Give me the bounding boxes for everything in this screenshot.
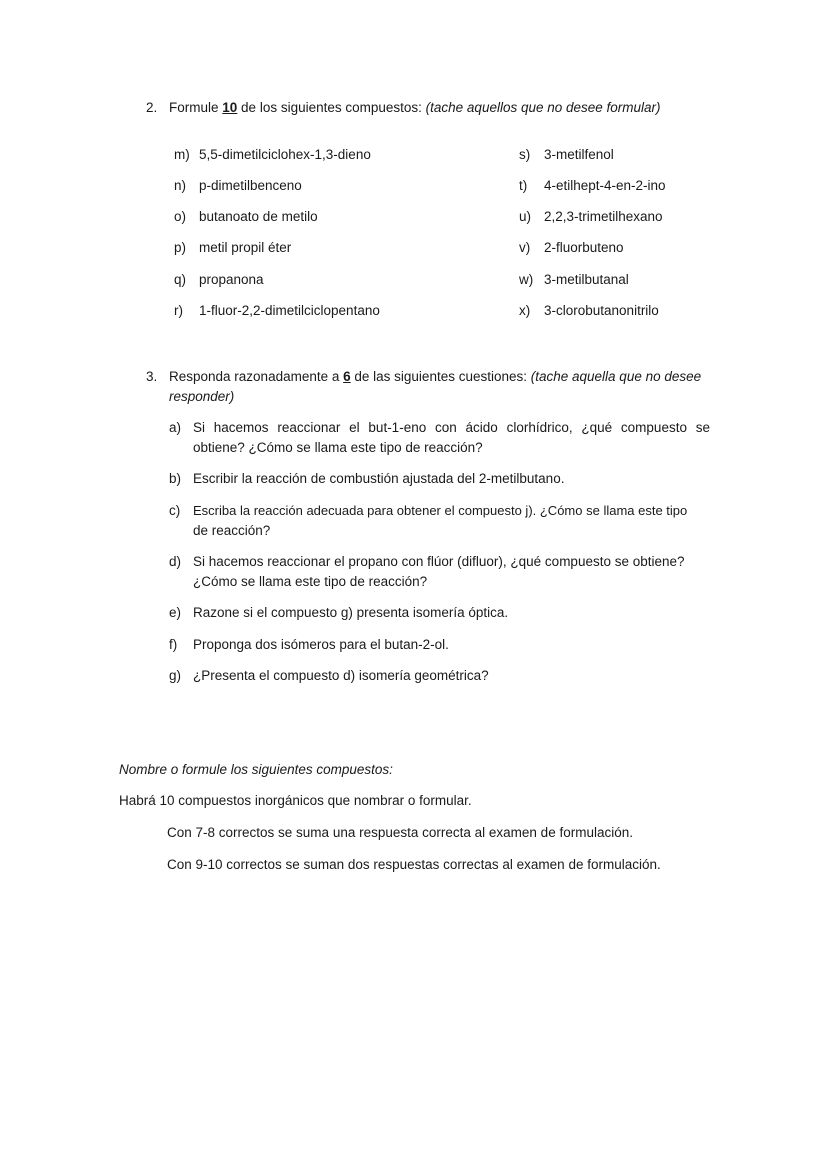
- list-item-letter: t): [519, 178, 528, 193]
- required-count: 6: [343, 369, 351, 384]
- prompt-text: Responda razonadamente a: [169, 369, 344, 384]
- question-item-letter: d): [169, 554, 182, 569]
- question-item-letter: b): [169, 471, 182, 486]
- prompt-text: de los siguientes compuestos:: [237, 100, 426, 115]
- question-3-prompt: [169, 369, 701, 384]
- question-number: 3.: [146, 369, 158, 384]
- prompt-text: Formule: [169, 100, 223, 115]
- list-item-letter: x): [519, 303, 531, 318]
- list-item-letter: v): [519, 240, 531, 255]
- required-count: 10: [222, 100, 238, 115]
- question-item-text: Razone si el compuesto g) presenta isomería óptica.: [193, 605, 509, 620]
- list-item-letter: s): [519, 147, 531, 162]
- question-item-text: Escribir la reacción de combustión ajustada del 2-metilbutano.: [193, 471, 565, 486]
- compound-name: 2-fluorbuteno: [544, 240, 624, 255]
- question-item-text-continued: de reacción?: [193, 523, 271, 538]
- prompt-note: responder): [169, 389, 235, 404]
- prompt-note: (tache aquella que no desee: [530, 369, 702, 384]
- compound-name: 4-etilhept-4-en-2-ino: [544, 178, 666, 193]
- question-2-prompt: [169, 100, 661, 115]
- scoring-rule: Con 9-10 correctos se suman dos respuestas correctas al examen de formulación.: [167, 857, 661, 872]
- question-item-letter: a): [169, 420, 182, 435]
- compound-name: 1-fluor-2,2-dimetilciclopentano: [199, 303, 380, 318]
- question-item-text: ¿Presenta el compuesto d) isomería geométrica?: [193, 668, 489, 683]
- list-item-letter: r): [174, 303, 183, 318]
- compound-name: p-dimetilbenceno: [199, 178, 302, 193]
- compound-name: butanoato de metilo: [199, 209, 318, 224]
- section-intro: Habrá 10 compuestos inorgánicos que nombrar o formular.: [119, 793, 472, 808]
- section-heading: Nombre o formule los siguientes compuestos:: [119, 762, 393, 777]
- question-item-letter: c): [169, 503, 181, 518]
- question-item-letter: f): [169, 637, 178, 652]
- question-item-text-continued: ¿Cómo se llama este tipo de reacción?: [193, 574, 428, 589]
- question-item-text: Si hacemos reaccionar el but-1-eno con ácido clorhídrico, ¿qué compuesto se: [193, 420, 710, 435]
- list-item-letter: q): [174, 272, 187, 287]
- list-item-letter: p): [174, 240, 187, 255]
- question-number: 2.: [146, 100, 158, 115]
- question-item-letter: e): [169, 605, 182, 620]
- prompt-note: (tache aquellos que no desee formular): [425, 100, 661, 115]
- compound-name: 3-metilbutanal: [544, 272, 629, 287]
- scoring-rule: Con 7-8 correctos se suma una respuesta correcta al examen de formulación.: [167, 825, 633, 840]
- question-item-text: Proponga dos isómeros para el butan-2-ol.: [193, 637, 449, 652]
- list-item-letter: n): [174, 178, 187, 193]
- list-item-letter: o): [174, 209, 187, 224]
- prompt-note-continued: [169, 389, 234, 404]
- prompt-text: de las siguientes cuestiones:: [350, 369, 531, 384]
- compound-name: 2,2,3-trimetilhexano: [544, 209, 663, 224]
- compound-name: 3-clorobutanonitrilo: [544, 303, 659, 318]
- list-item-letter: w): [519, 272, 534, 287]
- list-item-letter: u): [519, 209, 532, 224]
- compound-name: 5,5-dimetilciclohex-1,3-dieno: [199, 147, 371, 162]
- list-item-letter: m): [174, 147, 190, 162]
- question-item-text-continued: obtiene? ¿Cómo se llama este tipo de reacción?: [193, 440, 483, 455]
- question-item-text: Si hacemos reaccionar el propano con flúor (difluor), ¿qué compuesto se obtiene?: [193, 554, 685, 569]
- compound-name: metil propil éter: [199, 240, 292, 255]
- compound-name: propanona: [199, 272, 264, 287]
- question-item-text: Escriba la reacción adecuada para obtener el compuesto j). ¿Cómo se llama este tipo: [193, 503, 688, 518]
- question-item-letter: g): [169, 668, 182, 683]
- compound-name: 3-metilfenol: [544, 147, 614, 162]
